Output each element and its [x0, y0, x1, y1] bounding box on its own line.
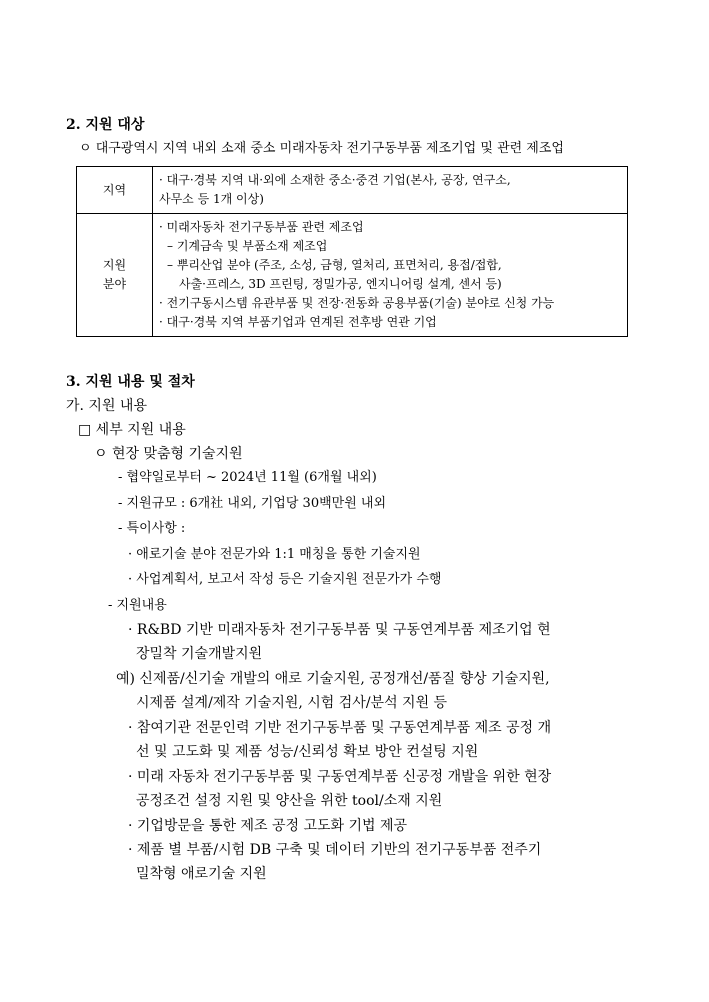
example-line-2: 시제품 설계/제작 기술지원, 시험 검사/분석 지원 등	[136, 695, 448, 711]
field-line-3: – 뿌리산업 분야 (주조, 소성, 금형, 열처리, 표면처리, 용접/접합,	[167, 258, 502, 272]
field-label-line-1: 지원	[102, 258, 127, 272]
content-item-5-line-2: 밀착형 애로기술 지원	[136, 866, 267, 882]
special-item-1: · 애로기술 분야 전문가와 1:1 매칭을 통한 기술지원	[128, 547, 421, 562]
region-value	[153, 167, 628, 214]
table-row-field	[77, 214, 628, 337]
content-item-4: · 기업방문을 통한 제조 공정 고도화 기법 제공	[128, 818, 408, 834]
field-value	[153, 214, 628, 337]
subsection-a: 가. 지원 내용	[66, 398, 147, 414]
content-item-5-line-1: · 제품 별 부품/시험 DB 구축 및 데이터 기반의 전기구동부품 전주기	[128, 842, 542, 858]
special-heading: - 특이사항 :	[118, 521, 186, 536]
table-row-region	[77, 167, 628, 214]
box-item: □ 세부 지원 내용	[78, 422, 186, 438]
field-line-6: · 대구·경북 지역 부품기업과 연계된 전후방 연관 기업	[159, 315, 437, 329]
field-line-4: 사출·프레스, 3D 프린팅, 정밀가공, 엔지니어링 설계, 센서 등)	[179, 277, 502, 291]
content-item-2-line-1: · 참여기관 전문인력 기반 전기구동부품 및 구동연계부품 제조 공정 개	[128, 720, 552, 736]
region-line-1: · 대구·경북 지역 내·외에 소재한 중소·중견 기업(본사, 공장, 연구소,	[159, 173, 511, 187]
circle-item: ㅇ 현장 맞춤형 기술지원	[94, 446, 243, 462]
content-item-2-line-2: 선 및 고도화 및 제품 성능/신뢰성 확보 방안 컨설팅 지원	[136, 744, 479, 760]
field-label	[77, 214, 153, 337]
field-line-2: – 기계금속 및 부품소재 제조업	[167, 239, 328, 253]
region-label: 지역	[77, 167, 153, 214]
field-label-line-2: 분야	[102, 277, 127, 291]
target-bullet: ㅇ 대구광역시 지역 내외 소재 중소 미래자동차 전기구동부품 제조기업 및 관련 제조업	[79, 141, 564, 156]
region-line-2: 사무소 등 1개 이상)	[159, 192, 264, 206]
target-table	[76, 166, 628, 337]
section-2-heading: 2. 지원 대상	[66, 117, 145, 133]
special-item-2: · 사업계획서, 보고서 작성 등은 기술지원 전문가가 수행	[128, 572, 442, 587]
content-item-3-line-1: · 미래 자동차 전기구동부품 및 구동연계부품 신공정 개발을 위한 현장	[128, 769, 552, 785]
content-item-3-line-2: 공정조건 설정 지원 및 양산을 위한 tool/소재 지원	[136, 793, 443, 809]
period-line: - 협약일로부터 ~ 2024년 11월 (6개월 내외)	[118, 470, 377, 485]
content-item-1-line-2: 장밀착 기술개발지원	[136, 646, 263, 662]
content-item-1-line-1: · R&BD 기반 미래자동차 전기구동부품 및 구동연계부품 제조기업 현	[128, 622, 551, 638]
example-line-1: 예) 신제품/신기술 개발의 애로 기술지원, 공정개선/품질 향상 기술지원,	[116, 671, 550, 687]
content-heading: - 지원내용	[108, 598, 167, 613]
section-3-heading: 3. 지원 내용 및 절차	[66, 374, 195, 390]
scale-line: - 지원규모 : 6개社 내외, 기업당 30백만원 내외	[118, 496, 387, 511]
field-line-5: · 전기구동시스템 유관부품 및 전장·전동화 공용부품(기술) 분야로 신청 가능	[159, 296, 555, 310]
field-line-1: · 미래자동차 전기구동부품 관련 제조업	[159, 220, 364, 234]
